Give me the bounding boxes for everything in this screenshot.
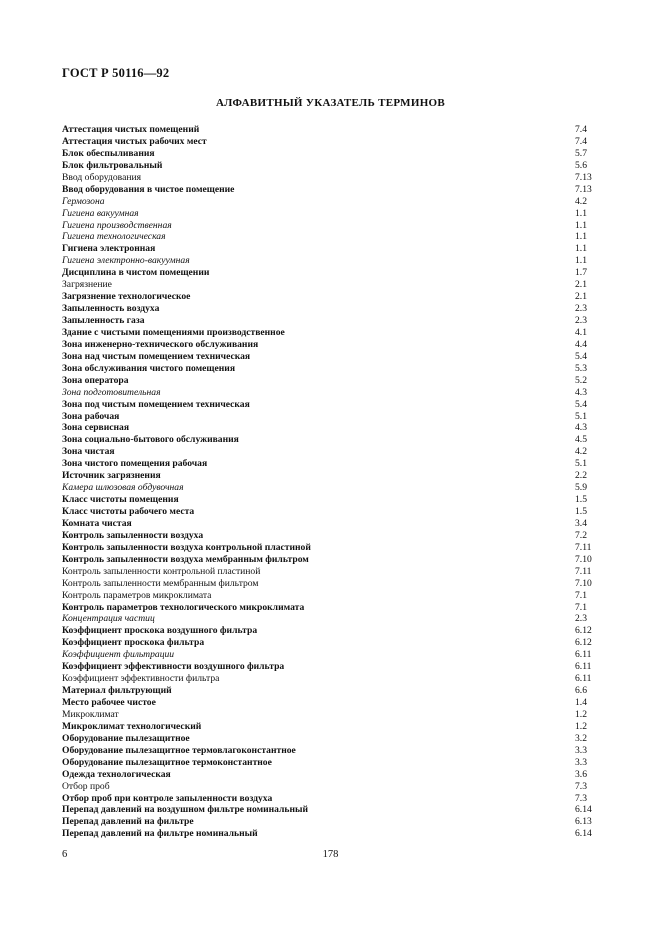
index-term: Комната чистая (62, 517, 132, 529)
index-term: Зона социально-бытового обслуживания (62, 434, 239, 446)
index-term: Загрязнение (62, 279, 112, 291)
index-term: Место рабочее чистое (62, 697, 156, 708)
index-term: Гигиена вакуумная (62, 207, 139, 219)
index-reference: 4.5 (575, 434, 587, 446)
index-entry (62, 709, 602, 721)
index-reference: 7.10 (575, 553, 592, 565)
index-term: Зона под чистым помещением техническая (62, 398, 250, 410)
index-entry (62, 148, 602, 160)
index-reference: 6.13 (575, 816, 592, 828)
index-reference: 7.3 (575, 780, 587, 792)
index-reference: 5.1 (575, 410, 587, 422)
index-term: Блок фильтровальный (62, 159, 163, 171)
index-entry (62, 303, 602, 315)
index-entry (62, 733, 602, 745)
index-entry (62, 554, 602, 566)
index-reference: 1.2 (575, 720, 587, 732)
index-reference: 2.1 (575, 279, 587, 291)
index-reference: 1.2 (575, 708, 587, 720)
index-reference: 7.13 (575, 171, 592, 183)
index-term: Коэффициент фильтрации (62, 649, 175, 661)
index-term: Ввод оборудования в чистое помещение (62, 183, 235, 195)
index-term: Аттестация чистых рабочих мест (62, 135, 207, 147)
index-reference: 6.14 (575, 804, 592, 816)
index-term: Зона чистая (62, 446, 115, 458)
index-term: Зона оператора (62, 374, 129, 386)
index-entry (62, 482, 602, 494)
index-term: Микроклимат технологический (62, 720, 202, 732)
index-reference: 7.3 (575, 792, 587, 804)
index-term: Камера шлюзовая обдувочная (62, 482, 184, 494)
index-term: Зона чистого помещения рабочая (62, 458, 208, 470)
index-entry (62, 518, 602, 530)
index-term: Оборудование пылезащитное термовлагоконстантное (62, 744, 296, 756)
index-entry (62, 160, 602, 172)
index-entry (62, 804, 602, 816)
index-entry (62, 291, 602, 303)
index-reference: 4.3 (575, 386, 587, 398)
index-term: Контроль параметров технологического микроклимата (62, 601, 305, 613)
document-code: ГОСТ Р 50116—92 (62, 66, 170, 80)
index-term: Источник загрязнения (62, 470, 161, 482)
index-term: Гигиена производственная (62, 219, 172, 231)
index-term: Оборудование пылезащитное (62, 732, 190, 744)
index-reference: 5.9 (575, 482, 587, 494)
index-term: Одежда технологическая (62, 768, 171, 780)
index-term: Запыленность воздуха (62, 303, 160, 315)
index-reference: 6.12 (575, 637, 592, 649)
index-entry (62, 530, 602, 542)
index-term: Контроль запыленности контрольной пластиной (62, 565, 261, 577)
index-entry (62, 446, 602, 458)
index-term: Зона над чистым помещением техническая (62, 350, 251, 362)
index-entry (62, 685, 602, 697)
index-entry (62, 673, 602, 685)
page-number: 178 (322, 849, 339, 860)
index-reference: 4.4 (575, 338, 587, 350)
index-term: Отбор проб (62, 780, 110, 792)
index-entry (62, 399, 602, 411)
index-term: Гигиена технологическая (62, 231, 166, 243)
index-reference: 5.4 (575, 350, 587, 362)
index-reference: 5.3 (575, 362, 587, 374)
index-reference: 5.4 (575, 398, 587, 410)
index-term: Зона сервисная (62, 422, 130, 434)
index-reference: 3.6 (575, 768, 587, 780)
index-reference: 1.1 (575, 207, 587, 219)
index-term: Коэффициент эффективности фильтра (62, 673, 220, 685)
index-entry (62, 411, 602, 423)
index-entry (62, 220, 602, 232)
index-term: Контроль запыленности воздуха (62, 529, 204, 541)
index-term: Здание с чистыми помещениями производственное (62, 326, 285, 338)
index-entry (62, 602, 602, 614)
index-entry (62, 625, 602, 637)
index-entry (62, 243, 602, 255)
index-reference: 6.11 (575, 673, 592, 685)
index-reference: 1.5 (575, 494, 587, 506)
index-reference: 2.3 (575, 315, 587, 326)
index-entry (62, 172, 602, 184)
index-entry (62, 828, 602, 840)
index-reference: 3.2 (575, 732, 587, 744)
index-reference: 1.7 (575, 267, 587, 279)
index-reference: 6.11 (575, 661, 592, 673)
index-reference: 6.6 (575, 685, 587, 697)
index-reference: 1.1 (575, 231, 587, 243)
index-reference: 5.2 (575, 374, 587, 386)
index-reference: 1.4 (575, 697, 587, 708)
index-reference: 3.3 (575, 756, 587, 768)
index-reference: 1.1 (575, 255, 587, 267)
index-reference: 1.1 (575, 219, 587, 231)
index-entry (62, 363, 602, 375)
index-entry (62, 255, 602, 267)
index-term: Зона инженерно-технического обслуживания (62, 338, 259, 350)
index-term: Ввод оборудования (62, 171, 142, 183)
index-entry (62, 697, 602, 709)
index-term: Контроль запыленности воздуха мембранным фильтром (62, 553, 309, 565)
index-entry (62, 793, 602, 805)
index-entry (62, 196, 602, 208)
index-reference: 7.11 (575, 541, 592, 553)
index-term: Отбор проб при контроле запыленности воздуха (62, 792, 273, 804)
index-entry (62, 494, 602, 506)
index-entry (62, 327, 602, 339)
index-title: АЛФАВИТНЫЙ УКАЗАТЕЛЬ ТЕРМИНОВ (215, 97, 446, 109)
index-entry (62, 387, 602, 399)
index-reference: 4.2 (575, 446, 587, 458)
index-entry (62, 590, 602, 602)
index-entry (62, 506, 602, 518)
index-reference: 7.4 (575, 135, 587, 147)
index-term: Класс чистоты рабочего места (62, 506, 195, 517)
index-term: Микроклимат (62, 708, 119, 720)
index-entry (62, 542, 602, 554)
index-reference: 6.14 (575, 828, 592, 840)
index-reference: 5.7 (575, 147, 587, 159)
index-reference: 7.11 (575, 565, 592, 577)
index-entry (62, 267, 602, 279)
index-entry (62, 434, 602, 446)
index-term: Контроль запыленности мембранным фильтром (62, 577, 259, 589)
index-term: Контроль запыленности воздуха контрольной пластиной (62, 541, 311, 553)
index-term: Перепад давлений на фильтре номинальный (62, 828, 258, 840)
index-entry (62, 649, 602, 661)
index-term: Коэффициент эффективности воздушного фильтра (62, 661, 285, 673)
index-reference: 7.10 (575, 577, 592, 589)
index-entry (62, 578, 602, 590)
index-entry (62, 613, 602, 625)
index-reference: 2.1 (575, 291, 587, 303)
index-term: Загрязнение технологическое (62, 291, 191, 303)
index-entry (62, 769, 602, 781)
index-term: Зона обслуживания чистого помещения (62, 362, 236, 374)
index-entry (62, 231, 602, 243)
index-entry (62, 375, 602, 387)
index-reference: 3.3 (575, 744, 587, 756)
index-entry (62, 124, 602, 136)
index-term: Гигиена электронно-вакуумная (62, 255, 190, 267)
index-reference: 4.2 (575, 195, 587, 207)
index-entry (62, 637, 602, 649)
index-reference: 7.13 (575, 183, 592, 195)
index-reference: 2.2 (575, 470, 587, 482)
index-entry (62, 458, 602, 470)
index-entry (62, 136, 602, 148)
index-reference: 4.1 (575, 326, 587, 338)
index-reference: 2.3 (575, 613, 587, 625)
index-entry (62, 470, 602, 482)
index-reference: 2.3 (575, 303, 587, 315)
index-term: Аттестация чистых помещений (62, 124, 200, 135)
index-term: Дисциплина в чистом помещении (62, 267, 210, 279)
section-number: 6 (62, 849, 68, 860)
index-reference: 3.4 (575, 517, 587, 529)
index-reference: 1.5 (575, 506, 587, 517)
index-term: Зона подготовительная (62, 386, 161, 398)
index-entry (62, 721, 602, 733)
index-reference: 6.11 (575, 649, 592, 661)
index-entry (62, 351, 602, 363)
index-reference: 7.4 (575, 124, 587, 135)
index-term: Перепад давлений на фильтре (62, 816, 194, 828)
index-term: Зона рабочая (62, 410, 120, 422)
index-term: Перепад давлений на воздушном фильтре номинальный (62, 804, 309, 816)
index-reference: 1.1 (575, 243, 587, 255)
index-term: Гигиена электронная (62, 243, 156, 255)
index-reference: 5.1 (575, 458, 587, 470)
index-entry (62, 781, 602, 793)
index-term: Материал фильтрующий (62, 685, 172, 697)
index-term: Оборудование пылезащитное термоконстантное (62, 756, 272, 768)
index-reference: 7.1 (575, 601, 587, 613)
index-reference: 7.1 (575, 589, 587, 601)
index-term: Контроль параметров микроклимата (62, 589, 212, 601)
index-term: Класс чистоты помещения (62, 494, 179, 506)
index-term: Гермозона (62, 195, 105, 207)
index-entry (62, 339, 602, 351)
index-term: Концентрация частиц (62, 613, 155, 625)
index-reference: 4.3 (575, 422, 587, 434)
index-entry (62, 279, 602, 291)
index-entry (62, 745, 602, 757)
index-entry (62, 184, 602, 196)
index-entry (62, 757, 602, 769)
index-reference: 5.6 (575, 159, 587, 171)
index-term: Запыленность газа (62, 315, 145, 326)
index-entry (62, 208, 602, 220)
index-entry (62, 566, 602, 578)
index-term: Коэффициент проскока фильтра (62, 637, 205, 649)
index-reference: 6.12 (575, 625, 592, 637)
term-index-list (62, 124, 602, 840)
index-term: Блок обеспыливания (62, 147, 155, 159)
index-entry (62, 661, 602, 673)
index-entry (62, 422, 602, 434)
index-entry (62, 315, 602, 327)
index-entry (62, 816, 602, 828)
index-term: Коэффициент проскока воздушного фильтра (62, 625, 258, 637)
index-reference: 7.2 (575, 529, 587, 541)
